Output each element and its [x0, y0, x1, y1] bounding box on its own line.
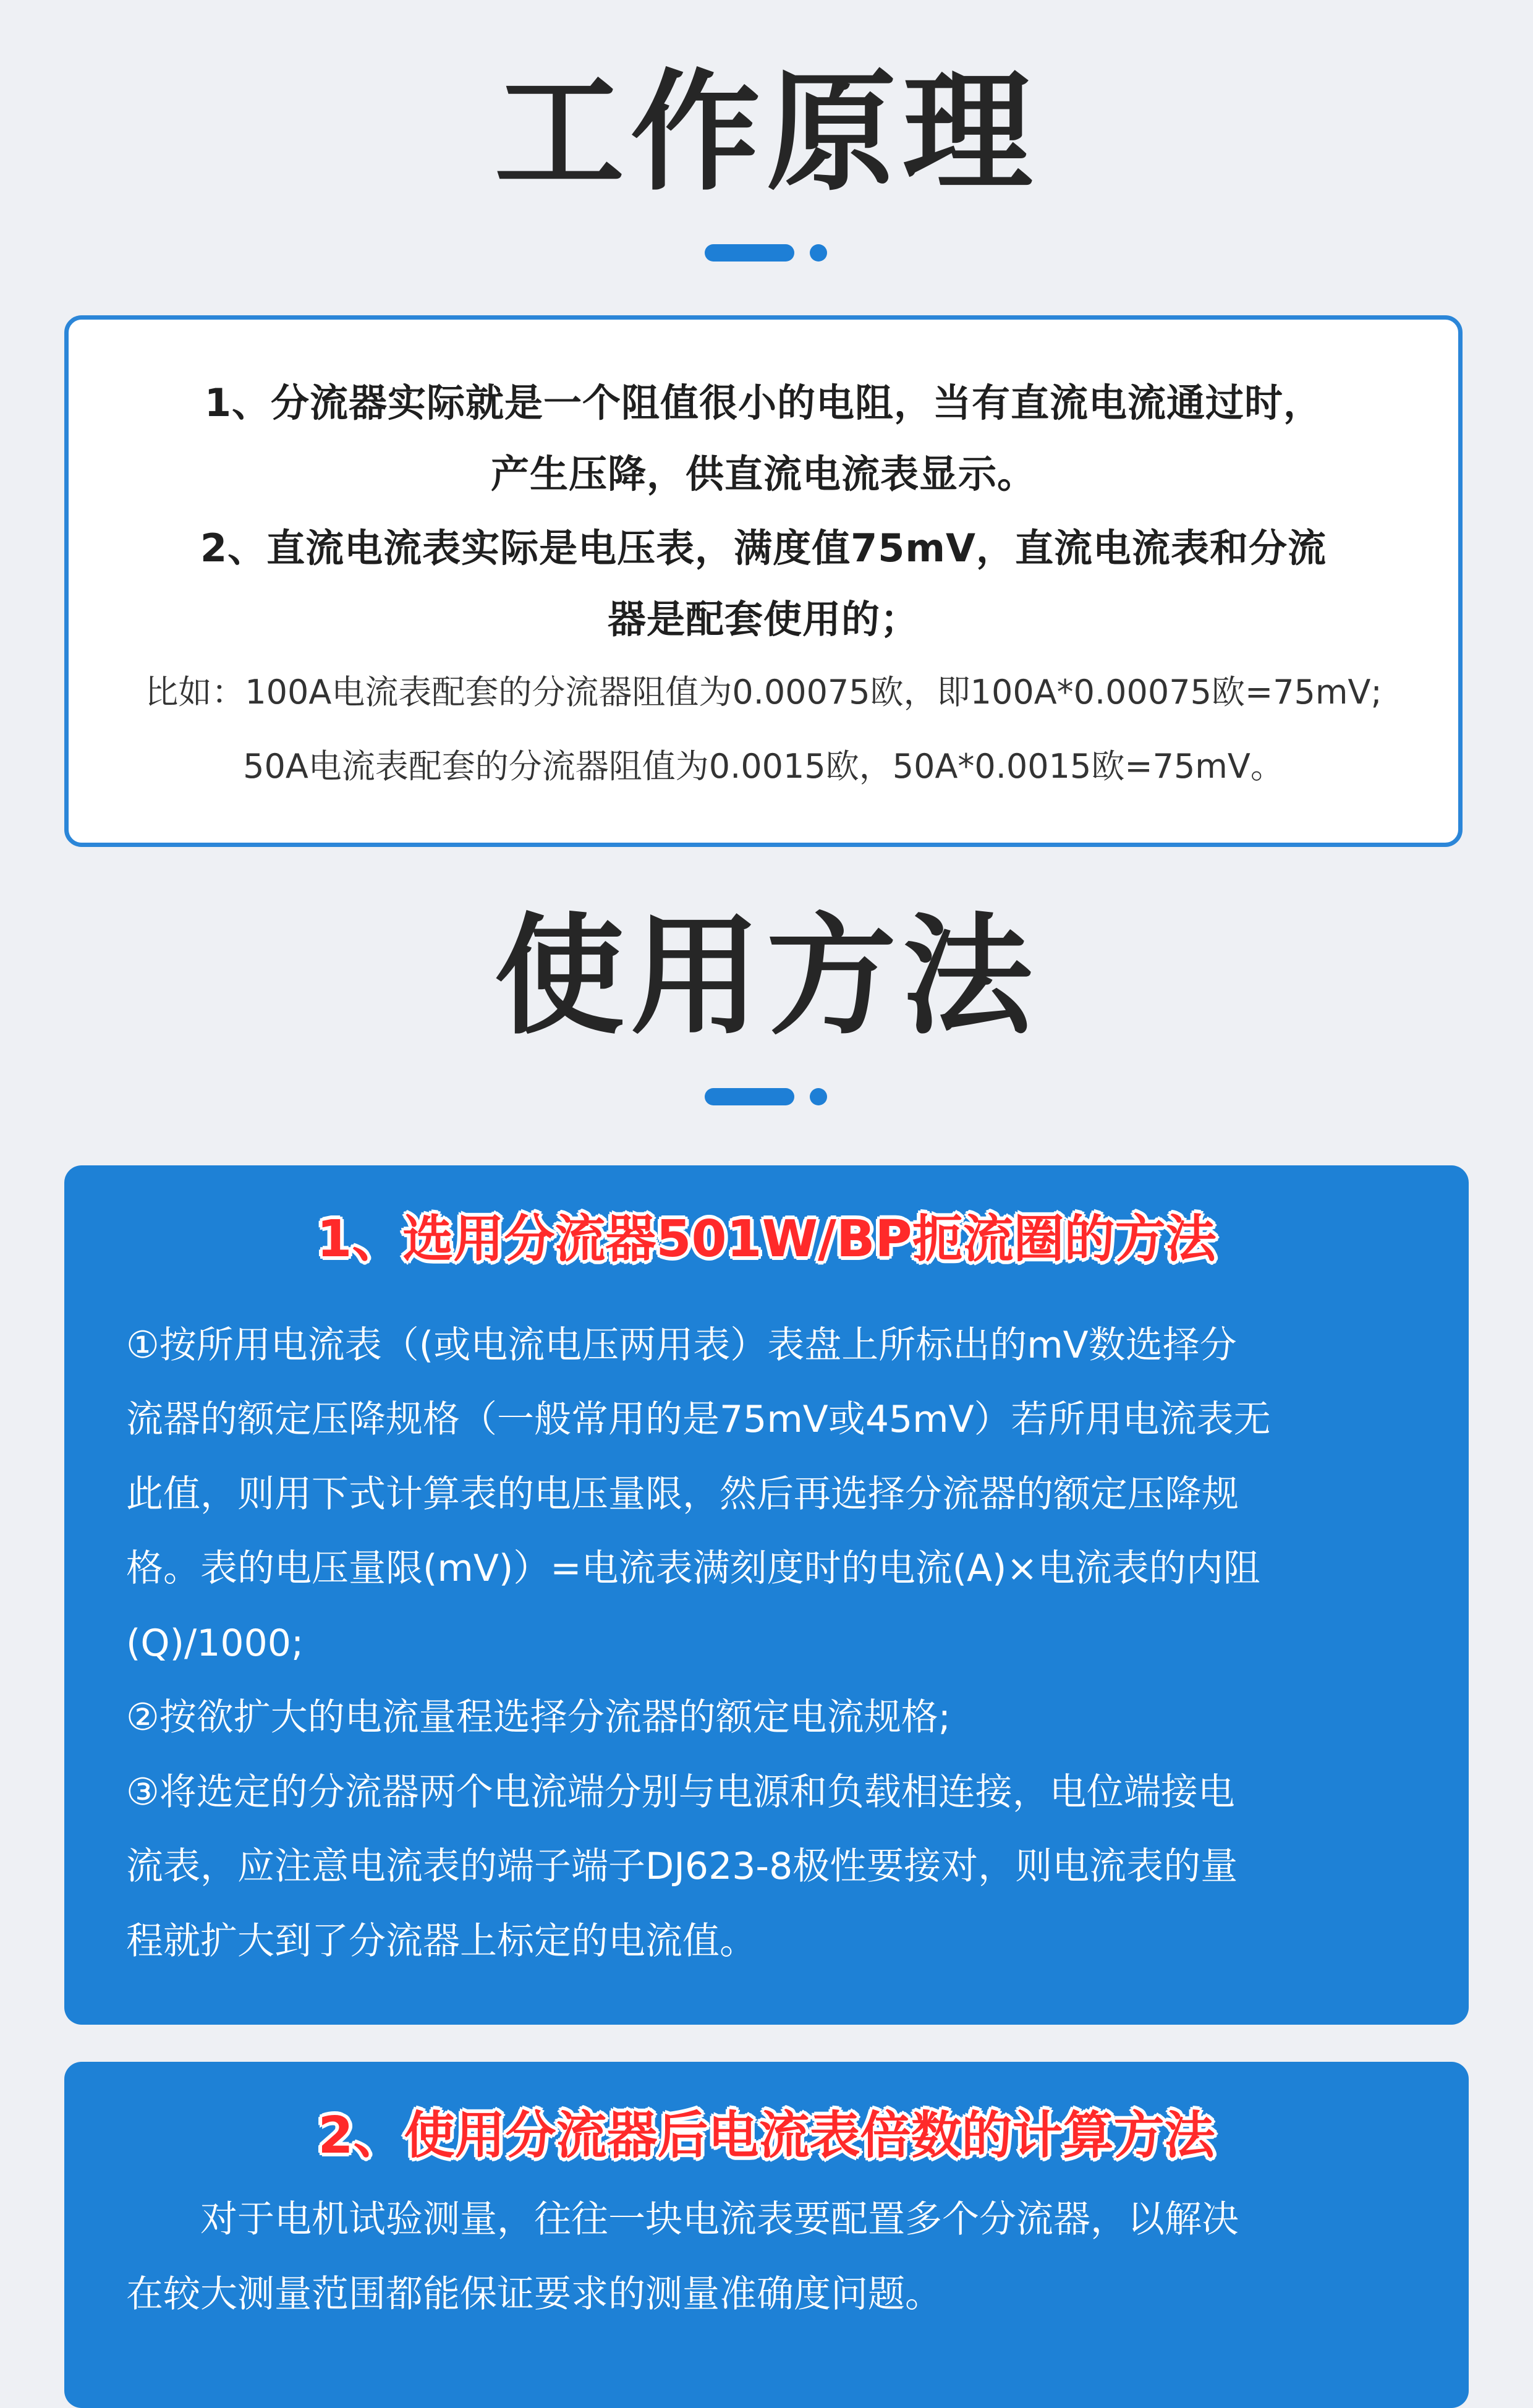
principle-box [64, 315, 1463, 847]
card-heading: 1、选用分流器501W/BP扼流圈的方法 [316, 1210, 1217, 1269]
principle-line-2: 产生压降，供直流电流表显示。 [490, 451, 1036, 496]
card-body [126, 1233, 1418, 1978]
divider-dot [810, 1088, 827, 1105]
card-text-line: 在较大测量范围都能保证要求的测量准确度问题。 [126, 2272, 942, 2316]
title-divider [705, 1088, 828, 1105]
divider-dot [810, 244, 827, 262]
divider-bar [705, 244, 794, 262]
principle-line-4: 器是配套使用的； [607, 597, 919, 642]
card-text-line: 对于电机试验测量，往往一块电流表要配置多个分流器，以解决 [200, 2198, 1239, 2241]
section-title-principle: 工作原理 [494, 57, 1038, 208]
card-text-line: ②按欲扩大的电流量程选择分流器的额定电流规格; [126, 1696, 951, 1739]
card-text-line: 格。表的电压量限(mV)）=电流表满刻度时的电流(A)×电流表的内阻 [126, 1547, 1260, 1590]
divider-bar [705, 1088, 794, 1105]
principle-line-1: 1、分流器实际就是一个阻值很小的电阻，当有直流电流通过时， [204, 380, 1323, 425]
card-heading: 2、使用分流器后电流表倍数的计算方法 [318, 2106, 1215, 2165]
card-text-line: 程就扩大到了分流器上标定的电流值。 [126, 1919, 757, 1963]
section-title-usage: 使用方法 [494, 901, 1038, 1052]
usage-card-shunt-selection [64, 1165, 1469, 2025]
card-text-line: ①按所用电流表（(或电流电压两用表）表盘上所标出的mV数选择分 [126, 1323, 1237, 1367]
principle-line-3: 2、直流电流表实际是电压表，满度值75mV，直流电流表和分流 [200, 525, 1327, 571]
card-text-line: 流器的额定压降规格（一般常用的是75mV或45mV）若所用电流表无 [126, 1398, 1271, 1441]
card-body [126, 2182, 1418, 2331]
usage-card-multiplier-calculation [64, 2062, 1469, 2408]
principle-example-line-2: 50A电流表配套的分流器阻值为0.0015欧，50A*0.0015欧=75mV。 [243, 747, 1284, 786]
card-text-line: 此值，则用下式计算表的电压量限，然后再选择分流器的额定压降规 [126, 1472, 1239, 1516]
card-text-line: ③将选定的分流器两个电流端分别与电源和负载相连接，电位端接电 [126, 1770, 1235, 1814]
title-divider [705, 244, 828, 262]
card-text-line: (Q)/1000; [126, 1621, 304, 1665]
card-text-line: 流表，应注意电流表的端子端子DJ623-8极性要接对，则电流表的量 [126, 1845, 1238, 1888]
principle-example-line-1: 比如：100A电流表配套的分流器阻值为0.00075欧，即100A*0.00075欧=75mV; [145, 673, 1382, 712]
